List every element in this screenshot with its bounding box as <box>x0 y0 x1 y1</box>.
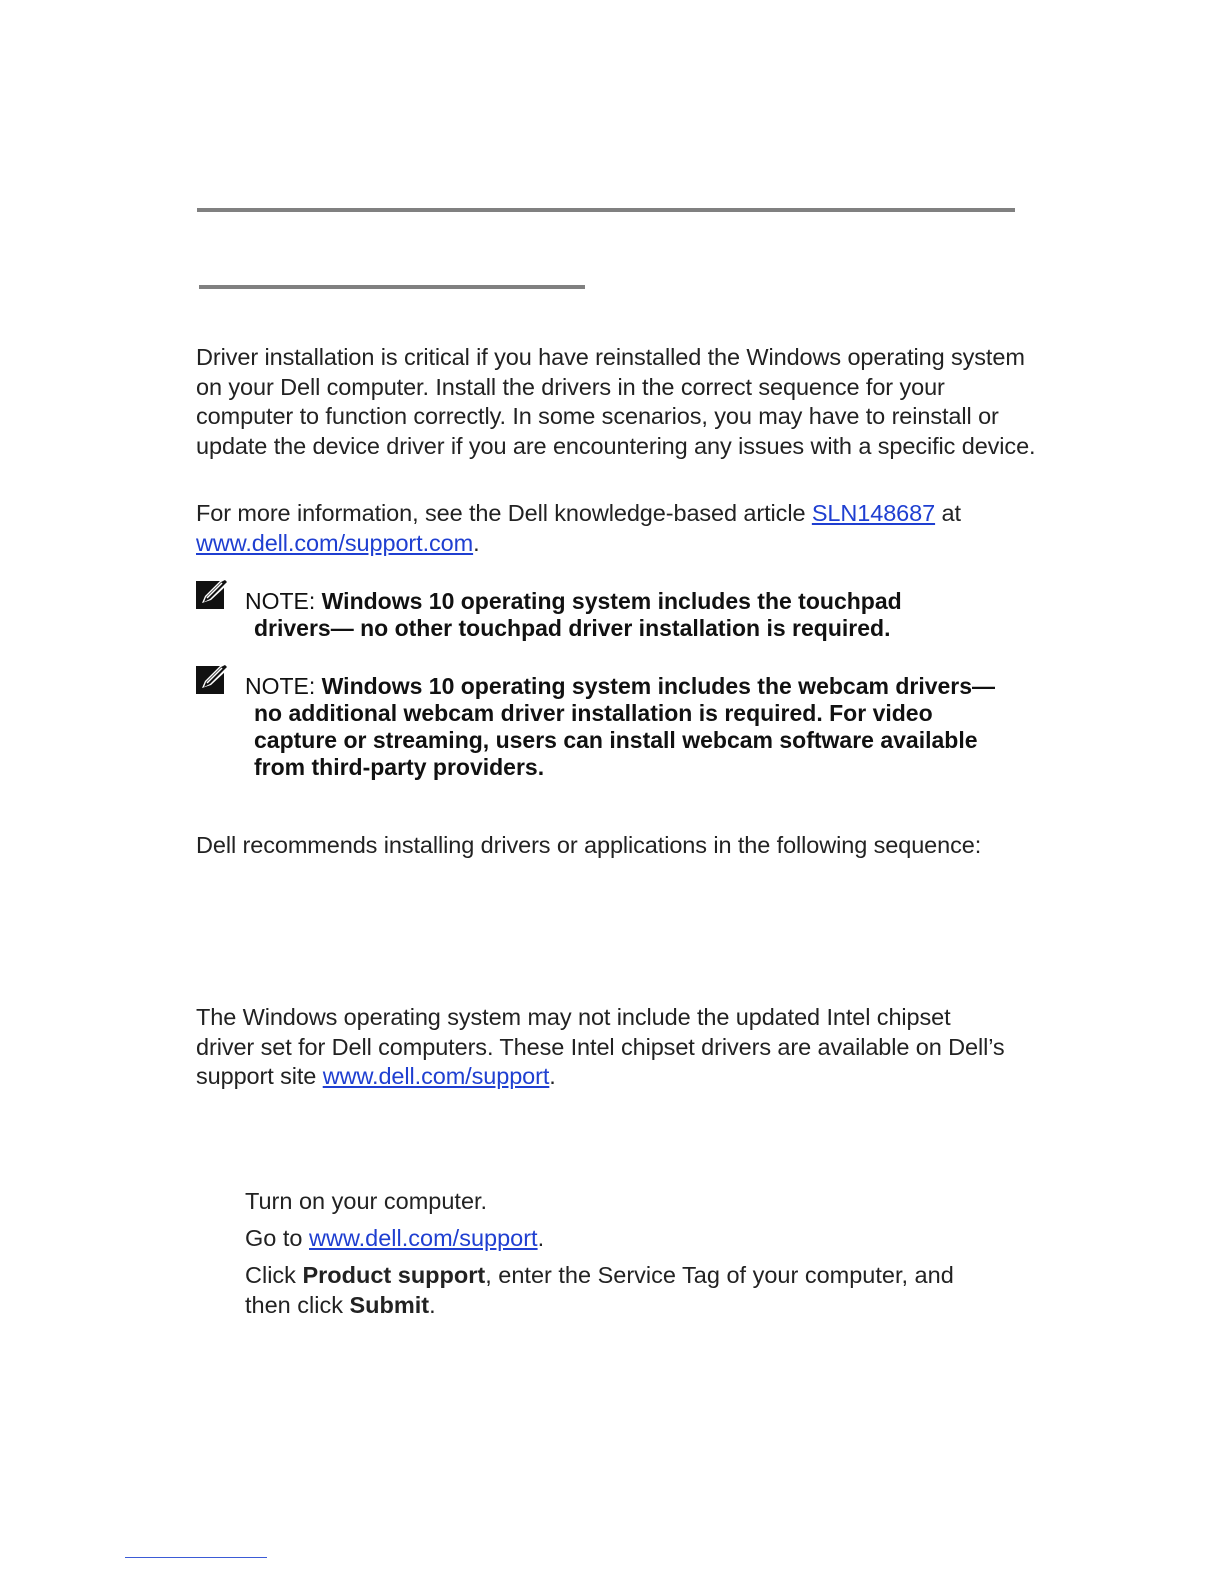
note-label: NOTE: <box>245 673 322 699</box>
more-info-paragraph: For more information, see the Dell knowledge-based article SLN148687 at www.dell.com/support.com. <box>196 500 961 556</box>
subheading-rule <box>199 285 585 289</box>
chipset-support-link[interactable]: www.dell.com/support <box>322 1063 550 1090</box>
note-line: Windows 10 operating system includes the touchpad <box>321 588 902 614</box>
product-support-label: Product support <box>302 1262 486 1288</box>
footer-rule <box>125 1557 267 1558</box>
note-body: no additional webcam driver installation is required. For video capture or streaming, users can install webcam software available from third-party providers. <box>254 700 978 780</box>
sequence-paragraph: Dell recommends installing drivers or applications in the following sequence: <box>196 832 982 858</box>
chipset-paragraph: The Windows operating system may not include the updated Intel chipset driver set for Dell computers. These Intel chipset drivers are available on Dell’s support site www.dell.com/support. <box>196 1004 1005 1090</box>
article-link[interactable]: SLN148687 <box>811 500 936 526</box>
intro-paragraph: Driver installation is critical if you have reinstalled the Windows operating system on your Dell computer. Install the drivers in the correct sequence for your computer to function correctly. In some scenarios, you may have to reinstall or update the device driver if you are encountering any issues with a specific device. <box>196 344 1036 459</box>
step-go-to: Go to www.dell.com/support. <box>245 1225 545 1251</box>
note-line: Windows 10 operating system includes the webcam drivers— <box>321 673 996 699</box>
note-pencil-icon <box>196 663 229 694</box>
note-touchpad <box>245 588 1045 642</box>
step-turn-on: Turn on your computer. <box>245 1188 488 1214</box>
note-pencil-icon <box>196 578 229 609</box>
note-label: NOTE: <box>245 588 322 614</box>
step-click-product-support: Click Product support, enter the Service Tag of your computer, and then click Submit. <box>245 1262 954 1318</box>
support-link[interactable]: www.dell.com/support.com <box>196 529 474 556</box>
step-support-link[interactable]: www.dell.com/support <box>309 1225 538 1251</box>
heading-rule <box>197 208 1015 212</box>
note-webcam <box>245 673 1035 781</box>
submit-label: Submit <box>349 1291 430 1318</box>
note-body: drivers— no other touchpad driver installation is required. <box>254 615 891 641</box>
